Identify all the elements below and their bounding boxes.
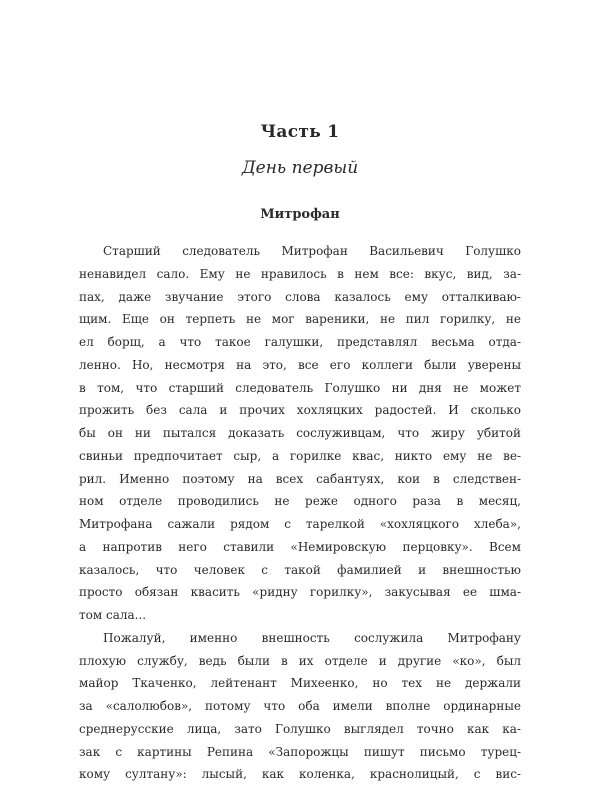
text-line: свиньи предпочитает сыр, а горилке квас, никто ему не ве- [79,448,521,463]
body-text [79,240,521,786]
text-line: том сала... [79,608,147,622]
text-line: ном отделе проводились не реже одного раза в месяц, [79,494,521,509]
text-line: ел борщ, а что такое галушки, представлял весьма отда- [79,335,521,349]
text-line: Старший следователь Митрофан Васильевич Голушко [103,244,521,258]
text-line: а напротив него ставили «Немировскую перцовку». Всем [79,539,521,554]
text-line: просто обязан квасить «ридну горилку», закусывая ее шма- [79,585,521,600]
text-line: рил. Именно поэтому на всех сабантуях, кои в следствен- [79,471,521,486]
text-line: ненавидел сало. Ему не нравилось в нем все: вкус, вид, за- [79,266,521,281]
text-line: майор Ткаченко, лейтенант Михеенко, но тех не держали [79,676,521,691]
text-line: за «салолюбов», потому что оба имели вполне ординарные [79,699,521,713]
text-line: пах, даже звучание этого слова казалось ему отталкиваю- [79,289,521,304]
text-line: среднерусские лица, зато Голушко выглядел точно как ка- [79,721,521,736]
text-line: плохую службу, ведь были в их отделе и другие «ко», был [79,653,521,668]
chapter-subtitle: День первый [241,158,359,178]
text-line: Митрофана сажали рядом с тарелкой «хохляцкого хлеба», [79,517,521,531]
text-line: щим. Еще он терпеть не мог вареники, не пил горилку, не [79,312,521,327]
text-line: зак с картины Репина «Запорожцы пишут письмо турец- [79,744,521,759]
text-line: казалось, что человек с такой фамилией и внешностью [79,562,521,577]
part-title: Часть 1 [260,122,340,142]
section-title: Митрофан [260,207,340,222]
text-line: бы он ни пытался доказать сослуживцам, что жиру убитой [79,426,521,440]
text-line: кому султану»: лысый, как коленка, краснолицый, с вис- [79,767,521,782]
text-line: ленно. Но, несмотря на это, все его коллеги были уверены [79,357,521,372]
text-line: в том, что старший следователь Голушко ни дня не может [79,380,521,395]
text-line: Пожалуй, именно внешность сослужила Митрофану [103,630,521,645]
text-line: прожить без сала и прочих хохляцких радостей. И сколько [79,403,521,418]
